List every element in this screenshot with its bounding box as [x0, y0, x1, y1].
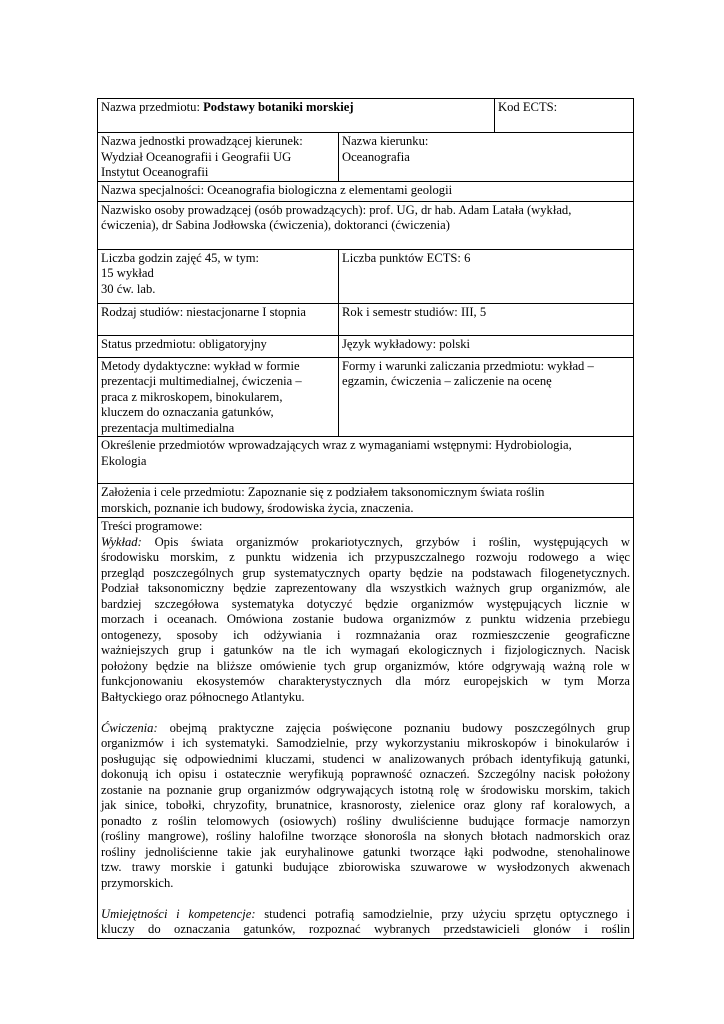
exercises-line-5: zostanie na poznanie grup organizmów odgrywających istotną rolę w środowisku morskim, takich: [101, 782, 631, 797]
status-text: Status przedmiotu: obligatoryjny: [101, 336, 267, 351]
exercises-line-6: jak sinice, tobołki, chryzofity, brunatnice, krasnorosty, zielenice oraz glony raf koralowych, a: [101, 798, 631, 812]
row-lecturers: [98, 201, 634, 249]
unit-line-1: Wydział Oceanografii i Geografii UG: [101, 149, 292, 164]
objectives-cell: [98, 484, 634, 518]
methods-line-5: prezentacja multimedialna: [101, 420, 235, 435]
prerequisites-line-1: Określenie przedmiotów wprowadzających wraz z wymaganiami wstępnymi: Hydrobiologia,: [101, 438, 572, 452]
unit-label: Nazwa jednostki prowadzącej kierunek:: [101, 134, 303, 148]
lecture-line-2: środowisku morskim, z punktu widzenia ich przypuszczalnego rozwoju rodowego a więc: [101, 550, 631, 564]
lecture-line-9: położony będzie na bliższe omówienie tych grup organizmów, które odgrywają ważną role w: [101, 658, 631, 673]
status-cell: [98, 335, 339, 357]
objectives-line-2: morskich, poznanie ich budowy, środowiska życia, znaczenia.: [101, 500, 414, 515]
row-unit-field: [98, 133, 634, 182]
exercises-line-1: [101, 721, 630, 737]
exercises-line-10: tzw. trawy morskie i gatunki budujące zbiorowiska szuwarowe w wysłodzonych akwenach: [101, 860, 631, 874]
hours-line-1: Liczba godzin zajęć 45, w tym:: [101, 250, 260, 265]
ects-points-cell: [339, 249, 634, 303]
lecture-line-5: bardziej szczegółowa systematyka dotyczyć będzie organizmów występujących licznie w: [101, 596, 631, 611]
year-semester-cell: [339, 303, 634, 335]
assessment-line-2: egzamin, ćwiczenia – zaliczenie na ocenę: [342, 374, 552, 388]
course-description-table: [97, 98, 634, 939]
lecturers-line-2: ćwiczenia), dr Sabina Jodłowska (ćwiczenia), doktoranci (ćwiczenia): [101, 218, 450, 232]
assessment-cell: [339, 357, 634, 437]
skills-line-1-text: studenci potrafią samodzielnie, przy użyciu sprzętu optycznego i: [255, 906, 631, 921]
hours-line-3: 30 ćw. lab.: [101, 281, 156, 296]
lecture-line-11: Bałtyckiego oraz północnego Atlantyku.: [101, 689, 305, 704]
field-value: Oceanografia: [342, 149, 410, 164]
exercises-line-3: posługując się odpowiednimi kluczami, studenci w analizowanych próbach identyfikują gatunki,: [101, 751, 631, 766]
lecture-line-6: morzach i oceanach. Omówiona zostanie budowa organizmów z punktu widzenia przebiegu: [101, 612, 631, 626]
paragraph-gap: [101, 705, 630, 721]
methods-cell: [98, 357, 339, 437]
specialty-text: Nazwa specjalności: Oceanografia biologiczna z elementami geologii: [101, 182, 453, 197]
specialty-cell: [98, 181, 634, 201]
ects-code-cell: [495, 99, 634, 133]
paragraph-gap: [101, 891, 630, 907]
row-subject: [98, 99, 634, 133]
lecture-line-3: przegląd poszczególnych grup systematycznych oparty będzie na podstawach filogenetycznych.: [101, 565, 631, 580]
skills-line-1: [101, 907, 630, 923]
lecture-line-1-text: Opis świata organizmów prokariotycznych, grzybów i roślin, występujących w: [141, 534, 631, 549]
exercises-line-7: ponadto z roślin telomowych (osiowych) rośliny dwuliścienne budujące formacje namorzyn: [101, 813, 631, 828]
subject-label: Nazwa przedmiotu:: [101, 100, 204, 114]
row-objectives: [98, 484, 634, 518]
year-semester-text: Rok i semestr studiów: III, 5: [342, 304, 487, 319]
prerequisites-cell: [98, 437, 634, 484]
subject-name: Podstawy botaniki morskiej: [203, 100, 354, 114]
content-heading: Treści programowe:: [101, 519, 203, 533]
language-text: Język wykładowy: polski: [342, 336, 471, 351]
language-cell: [339, 335, 634, 357]
exercises-line-9: rośliny jednoliścienne takie jak euryhalinowe gatunki tworzące łąki podwodne, stenohalinowe: [101, 844, 631, 859]
skills-line-2: kluczy do oznaczania gatunków, rozpoznać wybranych przedstawicieli glonów i roślin: [101, 922, 631, 936]
methods-line-1: Metody dydaktyczne: wykład w formie: [101, 358, 300, 373]
row-content: [98, 518, 634, 939]
lecture-line-1: [101, 535, 630, 551]
field-cell: [339, 133, 634, 182]
exercises-line-1-text: obejmą praktyczne zajęcia poświęcone poznaniu budowy poszczególnych grup: [157, 720, 631, 735]
row-prerequisites: [98, 437, 634, 484]
study-type-text: Rodzaj studiów: niestacjonarne I stopnia: [101, 304, 306, 319]
content-cell: [98, 518, 634, 939]
exercises-line-8: (rośliny mangrowe), rośliny halofilne tworzące słonorośla na słonych błotach nadmorskich oraz: [101, 829, 631, 843]
row-study-type: [98, 303, 634, 335]
prerequisites-line-2: Ekologia: [101, 453, 147, 468]
exercises-line-11: przymorskich.: [101, 875, 174, 890]
skills-label: Umiejętności i kompetencje:: [101, 906, 256, 921]
exercises-line-4: dokonują ich opisu i ostatecznie weryfikują poprawność oznaczeń. Szczególny nacisk położony: [101, 767, 631, 781]
row-status-language: [98, 335, 634, 357]
lecture-line-7: ontogenezy, sposoby ich odżywiania i rozmnażania oraz rozmieszczenie geograficzne: [101, 627, 631, 642]
lecture-label: Wykład:: [101, 534, 142, 549]
hours-cell: [98, 249, 339, 303]
study-type-cell: [98, 303, 339, 335]
assessment-line-1: Formy i warunki zaliczania przedmiotu: wykład –: [342, 358, 594, 373]
ects-code-label: Kod ECTS:: [498, 100, 558, 114]
lecture-line-8: ważniejszych grup i gatunków na tle ich wymagań ekologicznych i fizjologicznych. Nacisk: [101, 643, 631, 657]
lecturers-cell: [98, 201, 634, 249]
lecture-line-10: funkcjonowaniu ekosystemów charakterystycznych dla mórz europejskich w tym Morza: [101, 674, 631, 688]
lecture-line-4: Podział taksonomiczny będzie zaprezentowany dla wszystkich ważnych grup organizmów, ale: [101, 581, 631, 595]
field-label: Nazwa kierunku:: [342, 134, 429, 148]
row-hours-ects: [98, 249, 634, 303]
hours-line-2: 15 wykład: [101, 266, 154, 280]
subject-cell: [98, 99, 495, 133]
row-specialty: [98, 181, 634, 201]
methods-line-4: kluczem do oznaczania gatunków,: [101, 405, 274, 419]
row-methods-assessment: [98, 357, 634, 437]
unit-line-2: Instytut Oceanografii: [101, 165, 209, 179]
methods-line-3: praca z mikroskopem, binokularem,: [101, 389, 283, 404]
methods-line-2: prezentacji multimedialnej, ćwiczenia –: [101, 374, 302, 388]
exercises-label: Ćwiczenia:: [101, 720, 158, 735]
ects-points-text: Liczba punktów ECTS: 6: [342, 250, 471, 265]
lecturers-line-1: Nazwisko osoby prowadzącej (osób prowadzących): prof. UG, dr hab. Adam Latała (wykład,: [101, 202, 572, 217]
exercises-line-2: organizmów i ich systematyki. Samodzielnie, przy wykorzystaniu mikroskopów i binokularów i: [101, 736, 631, 750]
objectives-line-1: Założenia i cele przedmiotu: Zapoznanie się z podziałem taksonomicznym świata roślin: [101, 485, 545, 499]
unit-cell: [98, 133, 339, 182]
